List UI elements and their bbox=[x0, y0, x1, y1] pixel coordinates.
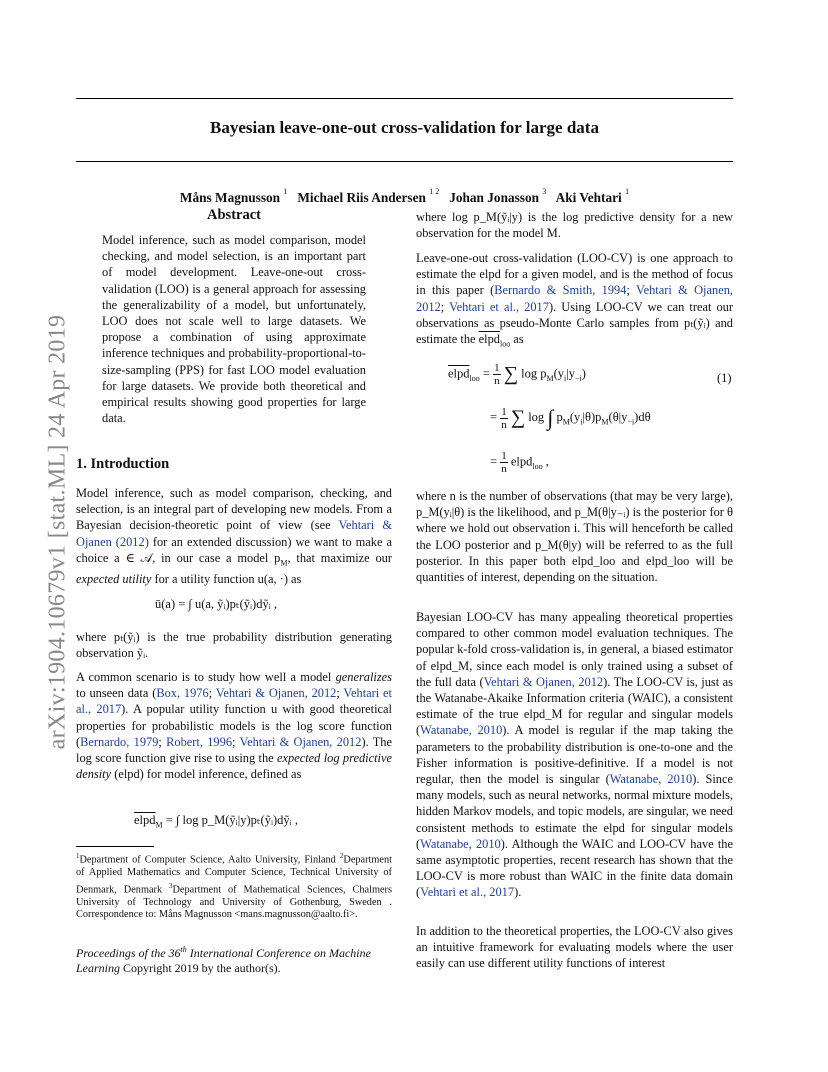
right-paragraph-5: In addition to the theoretical properties, the LOO-CV also gives an intuitive framework for evaluating models where the user easily can use different utility functions of interest bbox=[416, 924, 733, 971]
footnote-rule bbox=[76, 846, 154, 847]
citation-link[interactable]: Watanabe, 2010 bbox=[420, 836, 501, 851]
author-name: Michael Riis Andersen bbox=[297, 190, 426, 205]
citation-link[interactable]: Vehtari & Ojanen, 2012 bbox=[416, 283, 733, 314]
affiliation-footnote: $^1$Department of Computer Science, Aalto University, Finland $^2$Department of Applied Mathematics and Computer Science, Technical University of Denmark, Denmark $^3$Department of Mathematical Sciences, Chalmers University of Technology and University of Gothenburg, Sweden . Correspondence to: Måns Magnusson <mans.magnusson@aalto.fi>. bbox=[76, 852, 392, 921]
author-list: Måns Magnusson $^1$ Michael Riis Andersen $^{1 2}$ Johan Jonasson $^3$ Aki Vehtari $^1$ bbox=[179, 187, 630, 205]
citation-link[interactable]: Bernardo & Smith, 1994 bbox=[494, 283, 627, 298]
citation-link[interactable]: Watanabe, 2010 bbox=[420, 723, 503, 738]
intro-paragraph-2: where pₜ(ỹᵢ) is the true probability distribution generating observation ỹᵢ. bbox=[76, 630, 392, 661]
citation-link[interactable]: Vehtari et al., 2017 bbox=[76, 686, 392, 717]
citation-link[interactable]: Vehtari et al., 2017 bbox=[449, 299, 549, 314]
right-paragraph-3: where n is the number of observations (that may be very large), p_M(yᵢ|θ) is the likelihood, and p_M(θ|y₋ᵢ) is the posterior for θ where we hold out observation i. This will henceforth be called the LOO posterior and p_M(θ|y) will be referred to as the full posterior. In this paper both elpd_loo and elpd_loo will be quantities of interest, depending on the situation. bbox=[416, 489, 733, 585]
right-paragraph-1: where log p_M(ỹᵢ|y) is the log predictive density for a new observation for the model M. bbox=[416, 210, 733, 241]
proceedings-note: Proceedings of the 36th International Conference on Machine Learning Copyright 2019 by the author(s). bbox=[76, 945, 371, 975]
loo-equation-line-2: = $\frac{1}{n}$ ∑ log ∫ $p_M(y_i|\theta)p_M(\theta|y_{-i})d\theta$ bbox=[490, 405, 651, 431]
equation-number: (1) bbox=[717, 371, 732, 385]
citation-link[interactable]: Vehtari & Ojanen, 2012 bbox=[215, 686, 337, 701]
author-name: Aki Vehtari bbox=[555, 190, 622, 205]
author-name: Måns Magnusson bbox=[179, 190, 281, 205]
citation-link[interactable]: Vehtari & Ojanen, 2012 bbox=[483, 674, 604, 689]
title-rule bbox=[76, 161, 733, 162]
loo-equation-line-3: = $\frac{1}{n}$ elpd$_{loo}$ , bbox=[490, 450, 549, 475]
citation-link[interactable]: Robert, 1996 bbox=[166, 734, 233, 749]
citation-link[interactable]: Bernardo, 1979 bbox=[80, 734, 159, 749]
right-paragraph-2: Leave-one-out cross-validation (LOO-CV) is one approach to estimate the elpd for a given model, and is the method of focus in this paper (Bernardo & Smith, 1994; Vehtari & Ojanen, 2012; Vehtari et al., 2017). Using LOO-CV we can treat our observations as pseudo-Monte Carlo samples from pₜ(ỹᵢ) and estimate the elpd$_{loo}$ as bbox=[416, 251, 733, 349]
intro-paragraph-1: Model inference, such as model comparison, checking, and selection, is an integral part of developing new models. From a Bayesian decision-theoretic point of view (see Vehtari & Ojanen (2012) for an extended discussion) we want to make a choice a ∈ 𝒜, in our case a model $p_M$, that maximize our expected utility for a utility function u(a, ·) as bbox=[76, 486, 392, 587]
citation-link[interactable]: Vehtari et al., 2017 bbox=[420, 885, 515, 900]
utility-equation: ū(a) = ∫ u(a, ỹᵢ)pₜ(ỹᵢ)dỹᵢ , bbox=[155, 597, 277, 611]
section-heading: 1. Introduction bbox=[76, 456, 170, 472]
author-name: Johan Jonasson bbox=[449, 190, 540, 205]
abstract-heading: Abstract bbox=[207, 207, 261, 223]
abstract-text: Model inference, such as model comparison, model checking, and model selection, is an important part of model development. Leave-one-out cross-validation (LOO) is a general approach for assessing the generalizability of a model, but unfortunately, LOO does not scale well to large datasets. We propose a combination of using approximate inference techniques and probability-proportional-to-size-sampling (PPS) for fast LOO model evaluation for large datasets. We provide both theoretical and empirical results showing good properties for large data. bbox=[102, 233, 366, 426]
top-rule bbox=[76, 98, 733, 99]
arxiv-stamp: arXiv:1904.10679v1 [stat.ML] 24 Apr 2019 bbox=[44, 314, 71, 750]
right-paragraph-4: Bayesian LOO-CV has many appealing theoretical properties compared to other common model evaluation techniques. The popular k-fold cross-validation is, in general, a biased estimator of elpd_M, since each model is only trained using a subset of the full data (Vehtari & Ojanen, 2012). The LOO-CV is, just as the Watanabe-Akaike Information criteria (WAIC), a consistent estimate of the true elpd_M for regular and singular models (Watanabe, 2010). A model is regular if the map taking the parameters to the probability distribution is one-to-one and the Fisher information is positive-definitive. If a model is not regular, then the model is singular (Watanabe, 2010). Since many models, such as neural networks, normal mixture models, hidden Markov models, and topic models, are singular, we need consistent methods to estimate the elpd for singular models (Watanabe, 2010). Although the WAIC and LOO-CV have the same asymptotic properties, recent research has shown that the LOO-CV is more robust than WAIC in the finite data domain (Vehtari et al., 2017). bbox=[416, 610, 733, 900]
citation-link[interactable]: Vehtari & Ojanen (2012) bbox=[76, 518, 392, 549]
intro-paragraph-3: A common scenario is to study how well a model generalizes to unseen data (Box, 1976; Vehtari & Ojanen, 2012; Vehtari et al., 2017). A popular utility function u with good theoretical properties for probabilistic models is the log score function (Bernardo, 1979; Robert, 1996; Vehtari & Ojanen, 2012). The log score function give rise to using the expected log predictive density (elpd) for model inference, defined as bbox=[76, 670, 392, 782]
citation-link[interactable]: Box, 1976 bbox=[156, 686, 209, 701]
citation-link[interactable]: Watanabe, 2010 bbox=[609, 772, 693, 787]
paper-title: Bayesian leave-one-out cross-validation for large data bbox=[210, 118, 599, 137]
elpd-equation: elpd$_M$ = ∫ log p_M(ỹᵢ|y)pₜ(ỹᵢ)dỹᵢ , bbox=[134, 813, 298, 830]
loo-equation-line-1: elpd$_{loo}$ = $\frac{1}{n}$ ∑ $\log p_M(y_i|y_{-i})$ bbox=[448, 362, 586, 387]
citation-link[interactable]: Vehtari & Ojanen, 2012 bbox=[239, 734, 362, 749]
